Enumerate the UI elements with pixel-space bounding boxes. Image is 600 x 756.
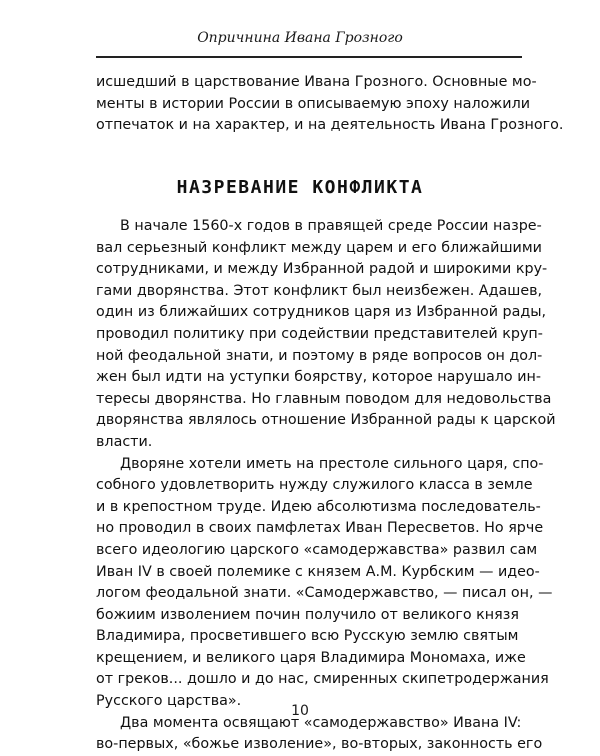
paragraph [96,216,556,454]
page-body [96,72,564,137]
text-line: жен был идти на уступки боярству, которое нарушало ин- [96,369,542,386]
text-line: но проводил в своих памфлетах Иван Пересветов. Но ярче [96,520,544,537]
paragraph [96,713,543,756]
section-heading: НАЗРЕВАНИЕ КОНФЛИКТА [176,177,424,198]
text-line: Два момента освящают «самодержавство» Ивана IV: [120,714,522,731]
header-rule [96,56,522,58]
text-line: Иван IV в своей полемике с князем А.М. Курбским — идео- [96,563,540,580]
text-line: гами дворянства. Этот конфликт был неизбежен. Адашев, [96,282,543,299]
text-line: вал серьезный конфликт между царем и его ближайшими [96,239,542,256]
text-line: один из ближайших сотрудников царя из Избранной рады, [96,304,547,321]
text-line: от греков... дошло и до нас, смиренных скипетродержания [96,671,549,688]
text-line: Русского царства». [96,693,242,710]
intro-paragraph [96,72,564,137]
page-number: 10 [291,703,309,719]
text-line: тересы дворянства. Но главным поводом для недовольства [96,390,552,407]
text-line: ной феодальной знати, и поэтому в ряде вопросов он дол- [96,347,543,364]
text-line: собного удовлетворить нужду служилого класса в земле [96,477,533,494]
text-line: сотрудниками, и между Избранной радой и широкими кру- [96,261,548,278]
text-line: проводил политику при содействии представителей круп- [96,325,543,342]
text-line: и в крепостном труде. Идею абсолютизма последователь- [96,498,541,515]
running-header: Опричнина Ивана Грозного [197,30,403,46]
text-line: исшедший в царствование Ивана Грозного. Основные мо- [96,74,537,90]
text-line: отпечаток и на характер, и на деятельность Ивана Грозного. [96,117,564,134]
text-line: всего идеологию царского «самодержавства» развил сам [96,541,538,558]
text-line: менты в истории России в описываемую эпоху наложили [96,95,531,112]
text-line: крещением, и великого царя Владимира Мономаха, иже [96,649,526,666]
text-line: Владимира, просветившего всю Русскую землю святым [96,628,519,645]
text-line: во-первых, «божье изволение», во-вторых, законность его [96,736,543,753]
text-line: логом феодальной знати. «Самодержавство, — писал он, — [96,585,553,602]
section-body [96,216,556,756]
text-line: В начале 1560-х годов в правящей среде России назре- [120,218,542,234]
paragraph [96,454,553,713]
text-line: дворянства являлось отношение Избранной рады к царской [96,412,556,429]
text-line: Дворяне хотели иметь на престоле сильного царя, спо- [120,455,544,472]
text-line: божиим изволением почин получило от великого князя [96,606,519,623]
text-line: власти. [96,433,153,450]
